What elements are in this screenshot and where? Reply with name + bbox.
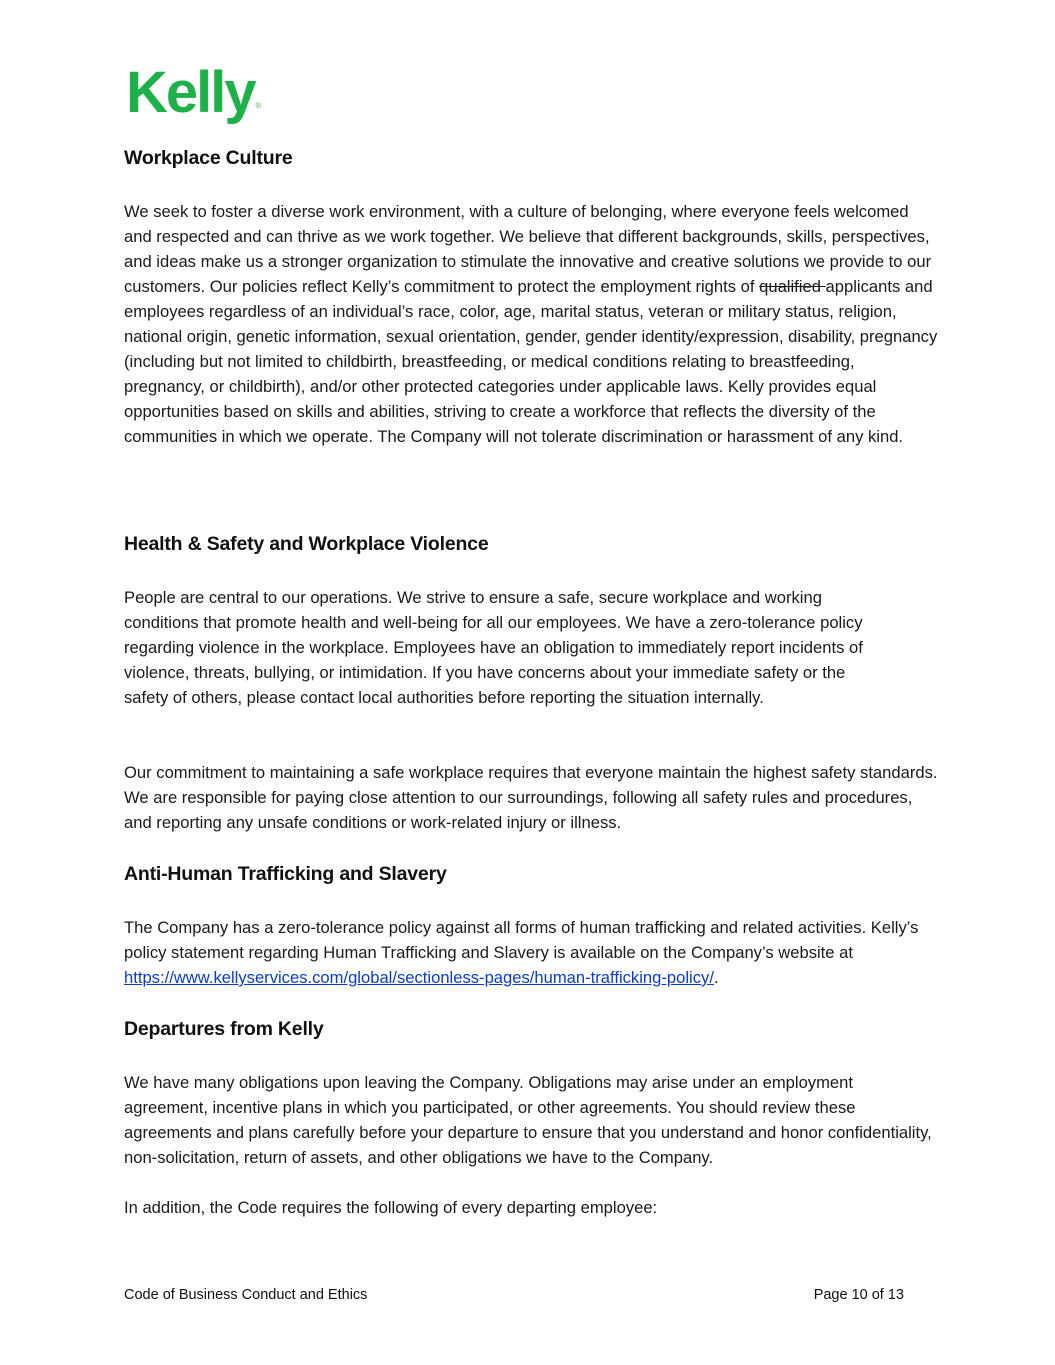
footer-page-number: Page 10 of 13 bbox=[813, 1287, 904, 1303]
text-segment: The Company has a zero-tolerance policy against all forms of human trafficking and related activities. Kelly’s policy statement regarding Human Trafficking and Slavery is available on the Company’s website at bbox=[124, 918, 919, 962]
page-footer bbox=[124, 1286, 904, 1304]
paragraph-departures-2: In addition, the Code requires the following of every departing employee: bbox=[124, 1198, 658, 1217]
heading-departures: Departures from Kelly bbox=[124, 1018, 324, 1040]
paragraph-human-trafficking bbox=[124, 915, 944, 990]
text-segment: . bbox=[713, 968, 719, 987]
heading-health-safety: Health & Safety and Workplace Violence bbox=[124, 533, 489, 555]
registered-mark: ® bbox=[255, 103, 261, 110]
human-trafficking-policy-link[interactable]: https://www.kellyservices.com/global/sectionless-pages/human-trafficking-policy/ bbox=[124, 968, 714, 987]
heading-human-trafficking: Anti-Human Trafficking and Slavery bbox=[124, 863, 447, 885]
footer-document-title: Code of Business Conduct and Ethics bbox=[124, 1287, 368, 1303]
heading-workplace-culture: Workplace Culture bbox=[124, 147, 293, 169]
struck-text-qualified: qualified bbox=[759, 277, 826, 296]
logo-wordmark: Kelly bbox=[126, 60, 255, 125]
paragraph-departures-1: We have many obligations upon leaving the Company. Obligations may arise under an employment agreement, incentive plans in which you participated, or other agreements. You should review these agreements and plans carefully before your departure to ensure that you understand and honor confidentiality, non-solicitation, return of assets, and other obligations we have to the Company. bbox=[124, 1073, 932, 1167]
paragraph-health-safety-2: Our commitment to maintaining a safe workplace requires that everyone maintain the highest safety standards. We are responsible for paying close attention to our surroundings, following all safety rules and procedures, and reporting any unsafe conditions or work-related injury or illness. bbox=[124, 763, 938, 832]
text-segment: applicants and employees regardless of an individual’s race, color, age, marital status, veteran or military status, religion, national origin, genetic information, sexual orientation, gender, gender identity/expression, disability, pregnancy (including but not limited to childbirth, breastfeeding, or medical conditions relating to breastfeeding, pregnancy, or childbirth), and/or other protected categories under applicable laws. Kelly provides equal opportunities based on skills and abilities, striving to create a workforce that reflects the diversity of the communities in which we operate. The Company will not tolerate discrimination or harassment of any kind. bbox=[124, 277, 938, 446]
paragraph-workplace-culture bbox=[124, 199, 939, 449]
paragraph-health-safety-1: People are central to our operations. We strive to ensure a safe, secure workplace and working conditions that promote health and well-being for all our employees. We have a zero-tolerance policy regarding violence in the workplace. Employees have an obligation to immediately report incidents of violence, threats, bullying, or intimidation. If you have concerns about your immediate safety or the safety of others, please contact local authorities before reporting the situation internally. bbox=[124, 588, 863, 707]
kelly-logo bbox=[126, 56, 261, 125]
text-segment: We seek to foster a diverse work environment, with a culture of belonging, where everyone feels welcomed and respected and can thrive as we work together. We believe that different backgrounds, skills, perspectives, and ideas make us a stronger organization to stimulate the innovative and creative solutions we provide to our customers. Our policies reflect Kelly’s commitment to protect the employment rights of bbox=[124, 202, 932, 296]
